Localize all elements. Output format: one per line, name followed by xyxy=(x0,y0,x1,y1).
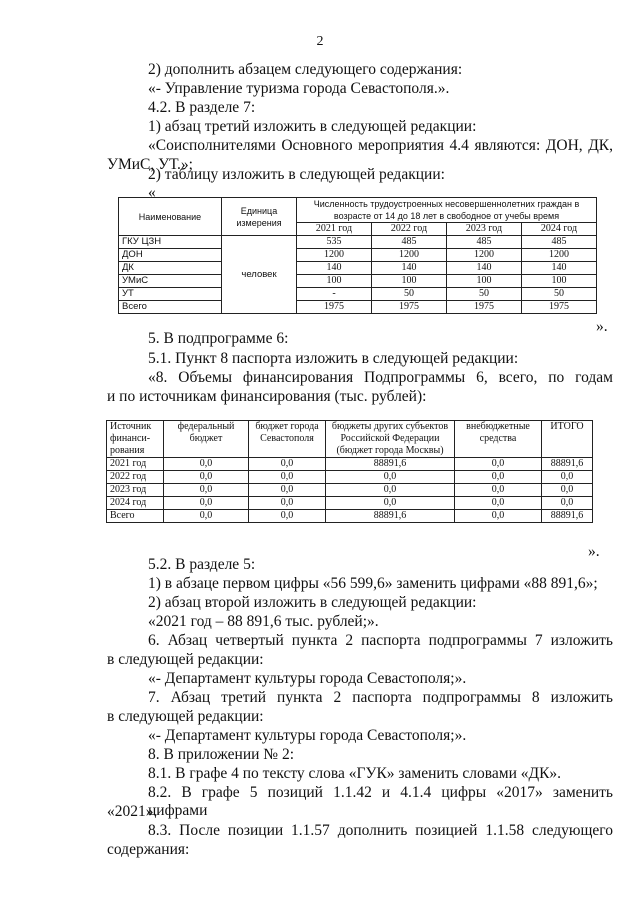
table-row: ДОН 1200 1200 1200 1200 xyxy=(119,249,597,262)
table-row: Всего 1975 1975 1975 1975 xyxy=(119,301,597,314)
text-line: 5.1. Пункт 8 паспорта изложить в следующей редакции: xyxy=(148,350,519,367)
financing-table xyxy=(106,420,593,523)
text-line: УМиС, УТ.»; xyxy=(107,156,193,173)
text-line: «Соисполнителями Основного мероприятия 4.4 являются: ДОН, ДК, xyxy=(148,137,613,154)
header-other-regions: бюджеты других субъектов Российской Федерации (бюджет города Москвы) xyxy=(326,421,455,458)
text-line: 5. В подпрограмме 6: xyxy=(148,330,289,347)
text-line: 8. В приложении № 2: xyxy=(148,746,295,763)
close-quote: ». xyxy=(596,318,608,335)
year-header: 2022 год xyxy=(371,223,446,236)
year-header: 2024 год xyxy=(521,223,596,236)
close-quote: ». xyxy=(588,543,600,560)
text-line: содержания: xyxy=(107,841,190,858)
text-line: в следующей редакции: xyxy=(107,708,264,725)
header-extrabudget: внебюджетные средства xyxy=(455,421,542,458)
text-line: «2021 год – 88 891,6 тыс. рублей;». xyxy=(148,613,379,630)
text-line: «- Департамент культуры города Севастополя;». xyxy=(148,727,467,744)
table-row: УМиС 100 100 100 100 xyxy=(119,275,597,288)
header-name: Наименование xyxy=(119,198,222,236)
text-line: 8.1. В графе 4 по тексту слова «ГУК» заменить словами «ДК». xyxy=(148,765,562,782)
header-total: ИТОГО xyxy=(542,421,593,458)
text-line: и по источникам финансирования (тыс. рублей): xyxy=(107,388,427,405)
header-count: Численность трудоустроенных несовершеннолетних граждан в возрасте от 14 до 18 лет в свободное от учебы время xyxy=(297,198,597,223)
year-header: 2021 год xyxy=(297,223,372,236)
text-line: 5.2. В разделе 5: xyxy=(148,556,256,573)
table-row: ГКУ ЦЗН человек 535 485 485 485 xyxy=(119,236,597,249)
text-line: 8.2. В графе 5 позиций 1.1.42 и 4.1.4 цифры «2017» заменить цифрами xyxy=(148,784,613,819)
text-line: 6. Абзац четвертый пункта 2 паспорта подпрограммы 7 изложить xyxy=(148,632,613,649)
text-line: 8.3. После позиции 1.1.57 дополнить позицией 1.1.58 следующего xyxy=(148,822,613,839)
text-line: 2) абзац второй изложить в следующей редакции: xyxy=(148,594,477,611)
unit-cell: человек xyxy=(222,236,297,314)
header-federal: федеральный бюджет xyxy=(164,421,249,458)
text-line: 4.2. В разделе 7: xyxy=(148,99,256,116)
text-line: 1) в абзаце первом цифры «56 599,6» заменить цифрами «88 891,6»; xyxy=(148,575,598,592)
text-line: «2021». xyxy=(107,803,158,820)
text-line: 1) абзац третий изложить в следующей редакции: xyxy=(148,118,477,135)
table-row: Всего 0,0 0,0 88891,6 0,0 88891,6 xyxy=(107,510,593,523)
text-line: 2) дополнить абзацем следующего содержания: xyxy=(148,61,463,78)
header-source: Источник финанси-рования xyxy=(107,421,164,458)
text-line: в следующей редакции: xyxy=(107,651,264,668)
table-row: 2024 год 0,0 0,0 0,0 0,0 0,0 xyxy=(107,497,593,510)
text-line: «8. Объемы финансирования Подпрограммы 6, всего, по годам xyxy=(148,369,613,386)
table-row: ДК 140 140 140 140 xyxy=(119,262,597,275)
page-number: 2 xyxy=(316,34,324,49)
text-line: «- Департамент культуры города Севастополя;». xyxy=(148,670,467,687)
text-line: «- Управление туризма города Севастополя.». xyxy=(148,80,450,97)
table-row: УТ - 50 50 50 xyxy=(119,288,597,301)
year-header: 2023 год xyxy=(446,223,521,236)
table-row: 2021 год 0,0 0,0 88891,6 0,0 88891,6 xyxy=(107,458,593,471)
table-row: 2023 год 0,0 0,0 0,0 0,0 0,0 xyxy=(107,484,593,497)
text-line: 7. Абзац третий пункта 2 паспорта подпрограммы 8 изложить xyxy=(148,689,613,706)
table-row: 2022 год 0,0 0,0 0,0 0,0 0,0 xyxy=(107,471,593,484)
employment-table xyxy=(118,197,597,314)
header-unit: Единица измерения xyxy=(222,198,297,236)
header-city: бюджет города Севастополя xyxy=(249,421,326,458)
text-line: 2) таблицу изложить в следующей редакции: xyxy=(148,166,445,183)
open-quote: « xyxy=(148,184,156,201)
